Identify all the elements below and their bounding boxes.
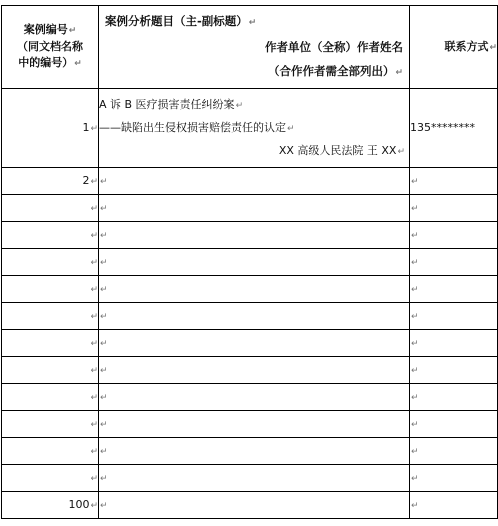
contact-cell[interactable]: ↵ (410, 492, 498, 519)
header-case-number-note-2: 中的编号） (18, 56, 74, 69)
case-number-cell[interactable]: ↵ (2, 465, 99, 492)
table-row (2, 249, 498, 276)
case-title-cell[interactable]: ↵ (99, 330, 410, 357)
table-row (2, 330, 498, 357)
table-row (2, 465, 498, 492)
case-title-cell[interactable]: ↵ (99, 492, 410, 519)
case-number-cell[interactable]: 2↵ (2, 168, 99, 195)
case-number-cell[interactable]: 100↵ (2, 492, 99, 519)
table-row (2, 222, 498, 249)
table-row (2, 168, 498, 195)
table-row (2, 357, 498, 384)
table-row (2, 195, 498, 222)
case-title-cell[interactable]: ↵ (99, 438, 410, 465)
table-row (2, 89, 498, 168)
case-number-cell[interactable]: ↵ (2, 357, 99, 384)
table-row (2, 276, 498, 303)
header-contact-cell: 联系方式↵ (410, 6, 498, 89)
case-title-cell[interactable]: ↵ (99, 168, 410, 195)
header-contact-label: 联系方式 (444, 39, 489, 53)
case-number: 100 (68, 497, 90, 511)
contact-cell[interactable]: ↵ (410, 168, 498, 195)
header-coauthor-note: （合作作者需全部列出） (267, 64, 395, 78)
header-case-number-label: 案例编号 (23, 23, 68, 36)
contact-phone: 135******** (410, 121, 475, 134)
header-case-number-cell: 案例编号↵ （同文档名称 中的编号）↵ (2, 6, 99, 89)
case-number-cell[interactable]: ↵ (2, 303, 99, 330)
case-title-sub: ——缺陷出生侵权损害赔偿责任的认定 (99, 120, 286, 134)
case-number-cell[interactable]: ↵ (2, 276, 99, 303)
contact-cell[interactable]: ↵ (410, 276, 498, 303)
case-title-cell[interactable]: A 诉 B 医疗损害责任纠纷案↵ ——缺陷出生侵权损害赔偿责任的认定↵ XX 高级人民法院 王 XX↵ (99, 89, 410, 168)
case-number-cell[interactable]: 1↵ (2, 89, 99, 168)
table-row (2, 411, 498, 438)
case-number: 1 (82, 120, 90, 134)
header-author-label: 作者单位（全称）作者姓名 (265, 40, 403, 54)
header-title-cell: 案例分析题目（主-副标题）↵ 作者单位（全称）作者姓名 （合作作者需全部列出）↵ (99, 6, 410, 89)
contact-cell[interactable]: ↵ (410, 411, 498, 438)
case-title-cell[interactable]: ↵ (99, 411, 410, 438)
contact-cell[interactable]: ↵ (410, 195, 498, 222)
case-title-main: A 诉 B 医疗损害责任纠纷案 (99, 97, 235, 111)
case-title-cell[interactable]: ↵ (99, 222, 410, 249)
case-title-cell[interactable]: ↵ (99, 276, 410, 303)
contact-cell[interactable]: ↵ (410, 465, 498, 492)
contact-cell[interactable]: ↵ (410, 384, 498, 411)
case-title-cell[interactable]: ↵ (99, 195, 410, 222)
table-header-row (2, 6, 498, 89)
case-title-cell[interactable]: ↵ (99, 249, 410, 276)
case-number-cell[interactable]: ↵ (2, 249, 99, 276)
case-title-cell[interactable]: ↵ (99, 303, 410, 330)
contact-cell[interactable]: ↵ (410, 357, 498, 384)
table-row (2, 492, 498, 519)
case-number-cell[interactable]: ↵ (2, 330, 99, 357)
case-number: 2 (82, 173, 90, 187)
header-case-number-note-1: （同文档名称 (17, 40, 83, 53)
case-number-cell[interactable]: ↵ (2, 384, 99, 411)
contact-cell[interactable]: ↵ (410, 222, 498, 249)
case-number-cell[interactable]: ↵ (2, 195, 99, 222)
contact-cell[interactable]: ↵ (410, 303, 498, 330)
contact-cell[interactable]: ↵ (410, 249, 498, 276)
case-title-cell[interactable]: ↵ (99, 465, 410, 492)
table-row (2, 384, 498, 411)
table-row (2, 438, 498, 465)
contact-cell[interactable]: ↵ (410, 330, 498, 357)
contact-cell[interactable]: ↵ (410, 438, 498, 465)
table-row (2, 303, 498, 330)
case-title-cell[interactable]: ↵ (99, 357, 410, 384)
case-number-cell[interactable]: ↵ (2, 411, 99, 438)
case-table (1, 5, 498, 519)
case-number-cell[interactable]: ↵ (2, 222, 99, 249)
case-number-cell[interactable]: ↵ (2, 438, 99, 465)
case-author: XX 高级人民法院 王 XX (278, 143, 397, 157)
contact-cell[interactable] (410, 89, 498, 168)
case-title-cell[interactable]: ↵ (99, 384, 410, 411)
header-title-label: 案例分析题目（主-副标题） (105, 14, 248, 28)
